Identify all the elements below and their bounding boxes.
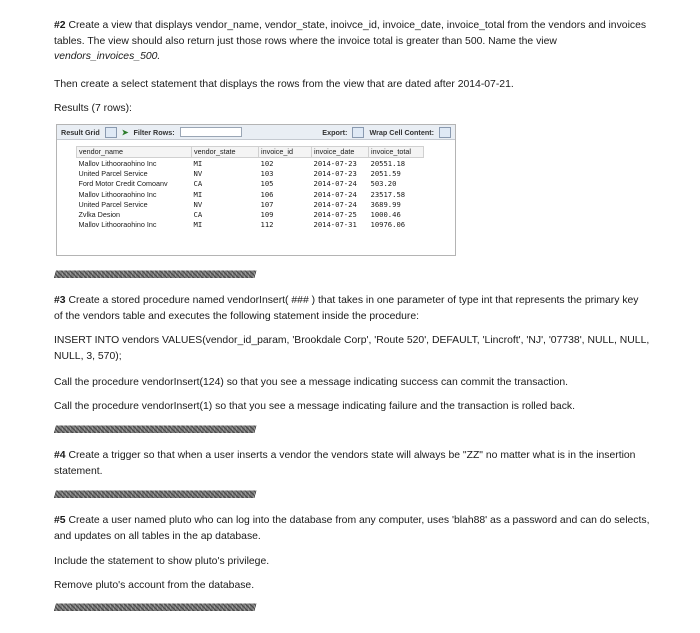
col-invoice-date[interactable]: invoice_date (312, 147, 369, 158)
col-invoice-total[interactable]: invoice_total (369, 147, 424, 158)
q2-text: Create a view that displays vendor_name, vendor_state, inoivce_id, invoice_date, invoice_total from the vendors and invoices tables. The view should also return just those rows where the invoice total is greater than 500. Name the view (54, 20, 647, 47)
cell: 2014-07-23 (313, 158, 357, 168)
cell: 2014-07-24 (313, 179, 357, 189)
cell: 112 (260, 220, 274, 230)
cell: Mallov Lithooraohino Inc (78, 220, 157, 230)
q3-number: #3 (54, 295, 66, 306)
q2-paragraph (54, 18, 650, 65)
q4-paragraph (54, 448, 644, 479)
col-vendor-state[interactable]: vendor_state (192, 147, 259, 158)
q5-line2: Include the statement to show pluto's privilege. (54, 556, 270, 567)
cell: 23517.58 (370, 189, 406, 199)
cell: 2014-07-31 (313, 220, 357, 230)
filter-input[interactable] (180, 127, 242, 137)
cell: 106 (260, 189, 274, 199)
q4-text: Create a trigger so that when a user inserts a vendor the vendors state will always be "ZZ" no matter what is in the insertion statement. (54, 450, 636, 477)
wrap-icon[interactable] (439, 127, 451, 138)
export-label: Export: (322, 127, 348, 137)
cell: MI (193, 158, 203, 168)
q2-results: Results (7 rows): (54, 103, 132, 114)
q3-call1: Call the procedure vendorInsert(124) so that you see a message indicating success can commit the transaction. (54, 377, 569, 388)
filter-arrow-icon: ➤ (121, 127, 129, 137)
result-grid (56, 124, 456, 256)
grid-view-icon[interactable] (105, 127, 117, 138)
table-row[interactable] (77, 199, 424, 209)
cell: 503.20 (370, 179, 397, 189)
q3-sql: INSERT INTO vendors VALUES(vendor_id_param, 'Brookdale Corp', 'Route 520', DEFAULT, 'Lincroft', 'NJ', '07738', NULL, NULL, NULL, 3, 570); (54, 335, 650, 362)
separator-4: //////////////////////////////////////////////////////////////////////////////////////////////////////////////////////////////////////////////////////////// (54, 603, 255, 614)
cell: 103 (260, 168, 274, 178)
table-row[interactable] (77, 158, 424, 169)
q5-number: #5 (54, 515, 66, 526)
cell: 2014-07-24 (313, 199, 357, 209)
table-row[interactable] (77, 168, 424, 178)
cell: 2014-07-23 (313, 168, 357, 178)
separator-1: //////////////////////////////////////////////////////////////////////////////////////////////////////////////////////////////////////////////////////////// (54, 270, 255, 281)
cell: Zvlka Desion (78, 210, 121, 220)
q3-text: Create a stored procedure named vendorInsert( ### ) that takes in one parameter of type int that represents the primary key of the vendors table and executes the following statement inside the procedure: (54, 295, 639, 322)
cell: 1000.46 (370, 210, 401, 220)
col-vendor-name[interactable]: vendor_name (77, 147, 192, 158)
cell: 2014-07-25 (313, 210, 357, 220)
cell: United Parcel Service (78, 168, 148, 178)
q5-text: Create a user named pluto who can log into the database from any computer, uses 'blah88' as a password and can do selects, and updates on all tables in the ap database. (54, 515, 650, 542)
q4-number: #4 (54, 450, 66, 461)
separator-2: //////////////////////////////////////////////////////////////////////////////////////////////////////////////////////////////////////////////////////////// (54, 425, 255, 436)
q3-paragraph (54, 293, 644, 324)
cell: 102 (260, 158, 274, 168)
cell: 20551.18 (370, 158, 406, 168)
col-invoice-id[interactable]: invoice_id (259, 147, 312, 158)
cell: MI (193, 189, 203, 199)
cell: 2051.59 (370, 168, 401, 178)
result-table (76, 146, 424, 230)
cell: Mallov Lithooraohino Inc (78, 158, 157, 168)
table-row[interactable] (77, 209, 424, 219)
q5-line3: Remove pluto's account from the database. (54, 580, 255, 591)
cell: 109 (260, 210, 274, 220)
q2-then: Then create a select statement that displays the rows from the view that are dated after 2014-07-21. (54, 79, 514, 90)
table-row[interactable] (77, 220, 424, 230)
cell: 3689.99 (370, 199, 401, 209)
cell: 2014-07-24 (313, 189, 357, 199)
separator-3: //////////////////////////////////////////////////////////////////////////////////////////////////////////////////////////////////////////////////////////// (54, 490, 255, 501)
q3-call2: Call the procedure vendorInsert(1) so that you see a message indicating failure and the transaction is rolled back. (54, 401, 575, 412)
cell: 10976.06 (370, 220, 406, 230)
q2-view-name: vendors_invoices_500. (54, 51, 161, 62)
filter-label: Filter Rows: (133, 127, 175, 137)
result-grid-toolbar (57, 125, 455, 140)
export-icon[interactable] (352, 127, 364, 138)
cell: NV (193, 199, 203, 209)
cell: 107 (260, 199, 274, 209)
cell: Ford Motor Credit Comoanv (78, 179, 168, 189)
q5-paragraph (54, 513, 650, 544)
header-row (77, 147, 424, 158)
cell: United Parcel Service (78, 199, 148, 209)
cell: CA (193, 179, 203, 189)
table-row[interactable] (77, 179, 424, 189)
cell: NV (193, 168, 203, 178)
cell: Mallov Lithooraohino Inc (78, 189, 157, 199)
cell: 105 (260, 179, 274, 189)
wrap-label: Wrap Cell Content: (369, 127, 434, 137)
result-grid-title: Result Grid (61, 127, 100, 137)
cell: MI (193, 220, 203, 230)
cell: CA (193, 210, 203, 220)
table-row[interactable] (77, 189, 424, 199)
q2-number: #2 (54, 20, 66, 31)
